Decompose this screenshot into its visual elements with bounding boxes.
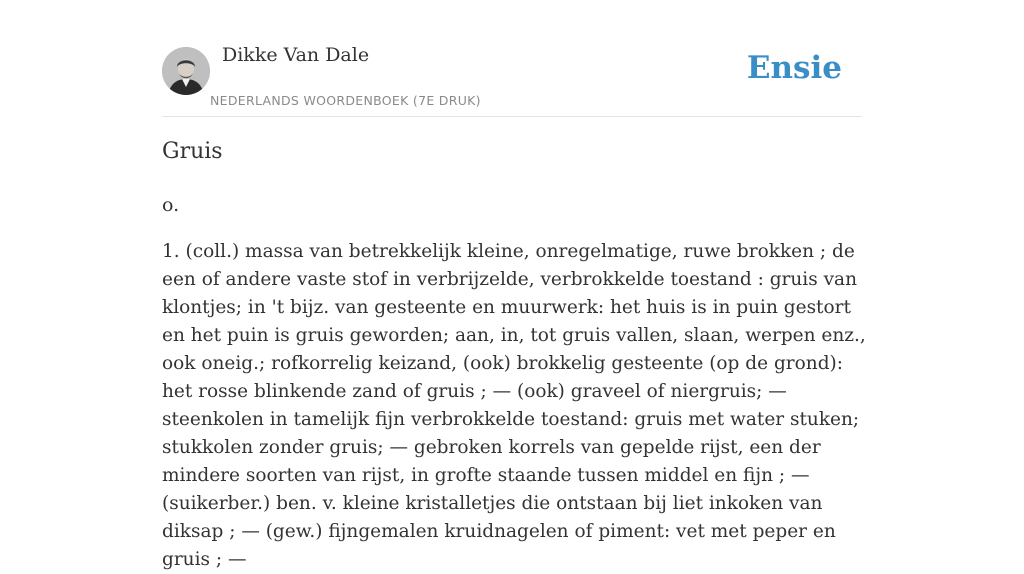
entry-gender: o. xyxy=(162,194,180,216)
source-title[interactable]: NEDERLANDS WOORDENBOEK (7E DRUK) xyxy=(210,93,481,108)
entry-definition: 1. (coll.) massa van betrekkelijk kleine, onregelmatige, ruwe brokken ; de een of andere vaste stof in verbrijzelde, verbrokkelde toestand : gruis van klontjes; in 't bijz. van gesteente en muurwerk: het huis is in puin gestort en het puin is gruis geworden; aan, in, tot gruis vallen, slaan, werpen enz., ook oneig.; rofkorrelig keizand, (ook) brokkelig gesteente (op de grond): het rosse blinkende zand of gruis ; — (ook) graveel of niergruis; — steenkolen in tamelijk fijn verbrokkelde toestand: gruis met water stuken; stukkolen zonder gruis; — gebroken korrels van gepelde rijst, een der mindere soorten van rijst, in grofte staande tussen middel en fijn ; — (suikerber.) ben. v. kleine kristalletjes die ontstaan bij liet inkoken van diksap ; — (gew.) fijngemalen kruidnagelen of piment: vet met peper en gruis ; — xyxy=(162,241,866,570)
author-name[interactable]: Dikke Van Dale xyxy=(222,44,370,66)
source-header xyxy=(162,0,862,117)
author-avatar[interactable] xyxy=(162,47,210,95)
ensie-logo-link[interactable]: Ensie xyxy=(746,50,842,86)
page xyxy=(162,0,866,570)
entry-title: Gruis xyxy=(162,139,223,164)
portrait-icon xyxy=(162,47,210,95)
